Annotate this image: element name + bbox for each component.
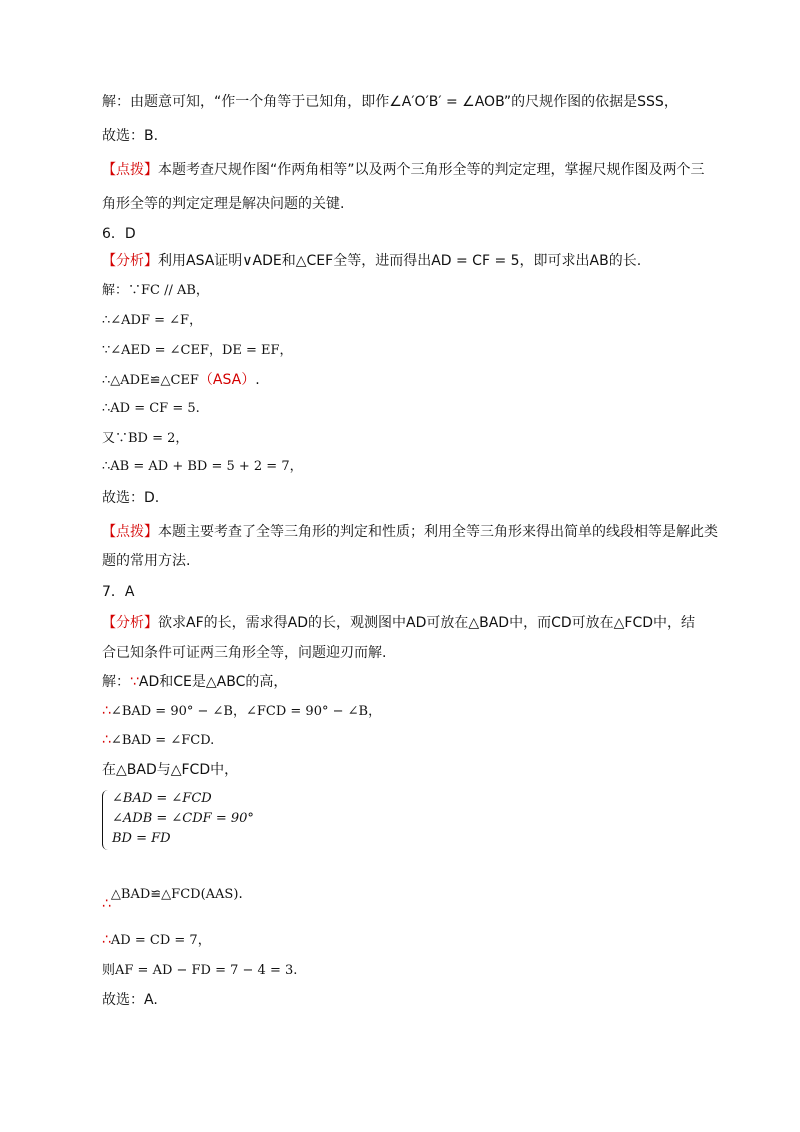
solution-line-7-4: 在△BAD与△FCD中，: [102, 762, 239, 778]
solution-line-7-1: 解：∵AD和CE是△ABC的高，: [102, 674, 288, 690]
solution-line-6-6: 又∵BD = 2，: [102, 431, 189, 446]
hint-tag: 【点拨】: [102, 162, 158, 178]
solution-line-7-5: ∴△BAD≌△FCD(AAS).: [102, 886, 243, 912]
question-number-7: 7．A: [102, 584, 135, 600]
solution-line-7-3: ∴∠BAD = ∠FCD.: [102, 732, 215, 748]
solution-line-6-7: ∴AB = AD + BD = 5 + 2 = 7，: [102, 459, 303, 474]
analysis-tag: 【分析】: [102, 615, 158, 631]
hint-line-5a: 【点拨】本题考查尺规作图“作两角相等”以及两个三角形全等的判定定理，掌握尺规作图及两个三: [102, 162, 705, 178]
answer-line-6: 故选：D.: [102, 490, 160, 506]
solution-line-6-2: ∴∠ADF = ∠F，: [102, 313, 203, 328]
solution-line-6-5: ∴AD = CF = 5.: [102, 401, 200, 416]
system-row-1: ∠BAD = ∠FCD: [112, 791, 212, 806]
hint-tag: 【点拨】: [102, 524, 158, 540]
hint-line-6a: 【点拨】本题主要考查了全等三角形的判定和性质；利用全等三角形来得出简单的线段相等是解此类: [102, 524, 718, 540]
solution-line-7-6: ∴AD = CD = 7，: [102, 932, 211, 948]
system-row-2: ∠ADB = ∠CDF = 90°: [112, 811, 254, 826]
answer-line-7: 故选：A.: [102, 992, 158, 1008]
analysis-tag: 【分析】: [102, 253, 158, 269]
hint-line-6b: 题的常用方法.: [102, 553, 191, 569]
analysis-line-7b: 合已知条件可证两三角形全等，问题迎刃而解.: [102, 645, 387, 661]
hint-line-5b: 角形全等的判定定理是解决问题的关键.: [102, 196, 345, 212]
solution-line-6-3: ∵∠AED = ∠CEF，DE = EF，: [102, 343, 293, 358]
analysis-line-6: 【分析】利用ASA证明∨ADE和△CEF全等，进而得出AD = CF = 5，即可求出AB的长.: [102, 253, 642, 269]
solution-line-6-4: ∴△ADE≌△CEF（ASA）.: [102, 372, 260, 388]
question-number-6: 6．D: [102, 226, 136, 242]
solution-line-7-7: 则AF = AD − FD = 7 − 4 = 3.: [102, 963, 298, 978]
left-brace: [102, 790, 111, 850]
system-row-3: BD = FD: [112, 831, 171, 846]
analysis-line-7a: 【分析】欲求AF的长，需求得AD的长，观测图中AD可放在△BAD中，而CD可放在△FCD中，结: [102, 615, 696, 631]
solution-line-5: 解：由题意可知，“作一个角等于已知角，即作∠A′O′B′ = ∠AOB”的尺规作图的依据是SSS，: [102, 94, 678, 110]
answer-line-5: 故选：B.: [102, 128, 159, 144]
solution-line-7-2: ∴∠BAD = 90° − ∠B，∠FCD = 90° − ∠B，: [102, 703, 382, 719]
solution-line-6-1: 解：∵FC // AB，: [102, 283, 209, 298]
